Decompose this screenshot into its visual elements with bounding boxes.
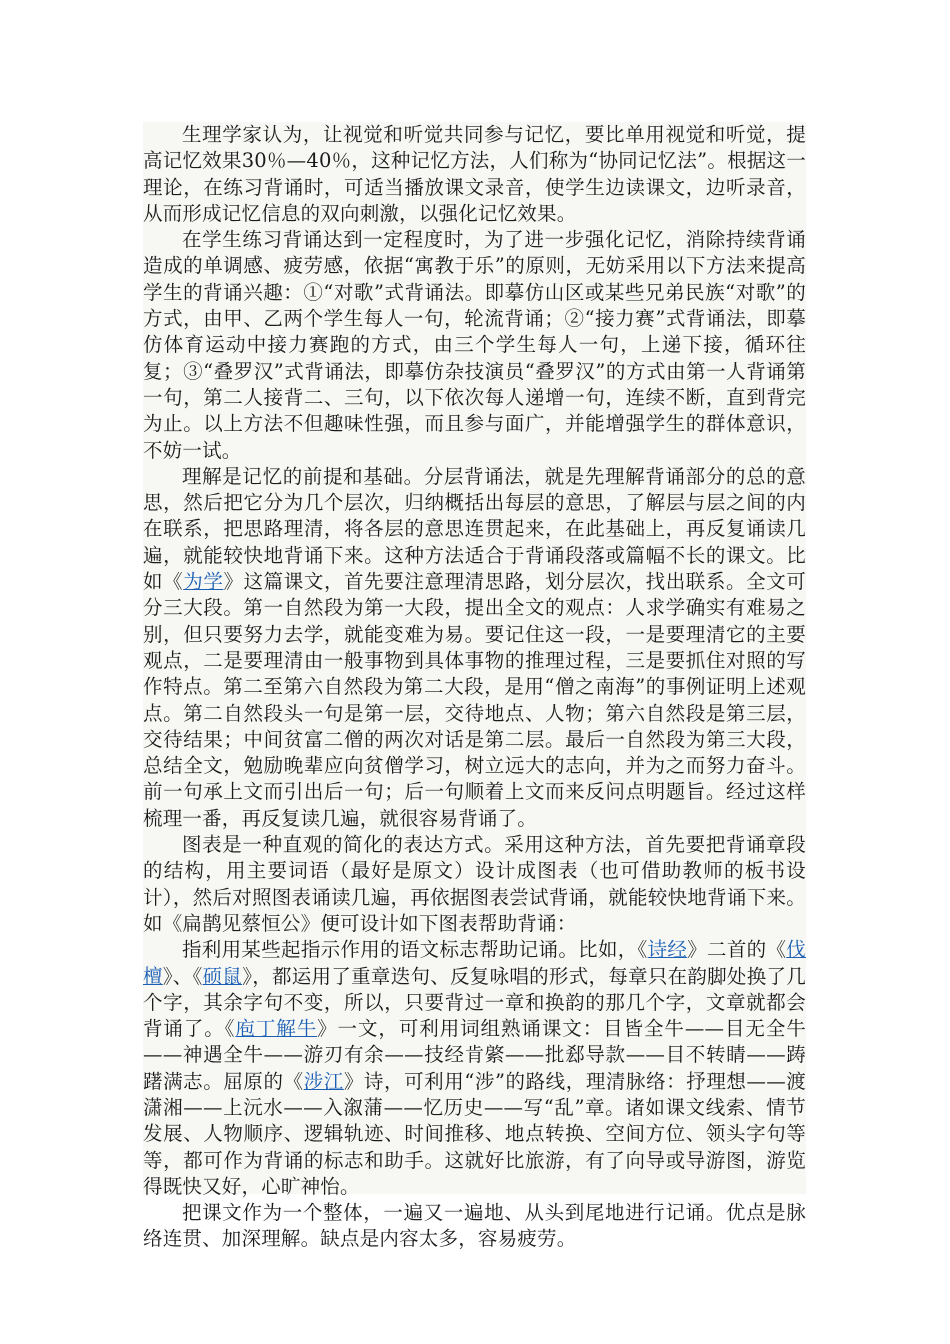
article-link[interactable]: 诗经 [647,938,688,962]
paragraph-text: 把课文作为一个整体，一遍又一遍地、从头到尾地进行记诵。优点是脉络连贯、加深理解。缺点是内容太多，容易疲劳。 [143,1201,806,1251]
paragraph-text: 》这篇课文，首先要注意理清思路，划分层次，找出联系。全文可分三大段。第一自然段为第一大段，提出全文的观点：人求学确实有难易之别，但只要努力去学，就能变难为易。要记住这一段，一是要理清它的主要观点，二是要理清由一般事物到具体事物的推理过程，三是要抓住对照的写作特点。第二至第六自然段为第二大段，是用“僧之南海”的事例证明上述观点。第二自然段头一句是第一层，交待地点、人物；第六自然段是第三层，交待结果；中间贫富二僧的两次对话是第二层。最后一自然段为第三大段，总结全文，勉励晚辈应向贫僧学习，树立远大的志向，并为之而努力奋斗。前一句承上文而引出后一句；后一句顺着上文而来反问点明题旨。经过这样梳理一番，再反复读几遍，就很容易背诵了。 [143,570,807,830]
document-body [143,122,807,1251]
paragraph-text: 》一文，可利用词组熟诵课文：目皆全牛——目无全牛——神遇全牛——游刃有余——技经肯綮——批郄导款——目不转睛——踌躇满志。屈原的《 [143,1017,806,1093]
paragraph-text: 》，都运用了重章迭句、反复咏唱的形式，每章只在韵脚处换了几个字，其余字句不变，所以，只要背过一章和换韵的那几个字，文章就都会背诵了。《 [143,964,806,1041]
article-link[interactable]: 硕鼠 [202,964,243,988]
paragraph-text: 生理学家认为，让视觉和听觉共同参与记忆，要比单用视觉和听觉，提高记忆效果30％—40％，这种记忆方法，人们称为“协同记忆法”。根据这一理论，在练习背诵时，可适当播放课文录音，使学生边读课文，边听录音，从而形成记忆信息的双向刺激，以强化记忆效果。 [143,123,806,225]
article-link[interactable]: 庖丁解牛 [235,1017,318,1041]
paragraph-text: 在学生练习背诵达到一定程度时，为了进一步强化记忆，消除持续背诵造成的单调感、疲劳感，依据“寓教于乐”的原则，无妨采用以下方法来提高学生的背诵兴趣：①“对歌”式背诵法。即摹仿山区或某些兄弟民族“对歌”的方式，由甲、乙两个学生每人一句，轮流背诵；②“接力赛”式背诵法，即摹仿体育运动中接力赛跑的方式，由三个学生每人一句，上递下接，循环往复；③“叠罗汉”式背诵法，即摹仿杂技演员“叠罗汉”的方式由第一人背诵第一句，第二人接背二、三句，以下依次每人递增一句，连续不断，直到背完为止。以上方法不但趣味性强，而且参与面广，并能增强学生的群体意识，不妨一试。 [143,228,806,462]
article-link[interactable]: 涉江 [303,1069,344,1093]
paragraph-3 [143,464,806,832]
paragraph-6 [143,1200,806,1253]
article-link[interactable]: 为学 [183,570,224,594]
paragraph-text: 》二首的《 [687,938,787,962]
paragraph-text: 图表是一种直观的简化的表达方式。采用这种方法，首先要把背诵章段的结构，用主要词语（最好是原文）设计成图表（也可借助教师的板书设计），然后对照图表诵读几遍，再依据图表尝试背诵，就能较快地背诵下来。如《扁鹊见蔡恒公》便可设计如下图表帮助背诵： [143,833,806,935]
paragraph-text: 指利用某些起指示作用的语文标志帮助记诵。比如，《 [182,938,648,962]
article-link[interactable]: 伐檀 [143,938,806,988]
paragraph-text: 》诗，可利用“涉”的路线，理清脉络：抒理想——渡潇湘——上沅水——入溆蒲——忆历史——写“乱”章。诸如课文线索、情节发展、人物顺序、逻辑轨迹、时间推移、地点转换、空间方位、领头字句等等，都可作为背诵的标志和助手。这就好比旅游，有了向导或导游图，游览得既快又好，心旷神怡。 [143,1069,806,1198]
paragraph-4 [143,832,806,937]
paragraph-5 [143,937,806,1200]
paragraph-text: 理解是记忆的前提和基础。分层背诵法，就是先理解背诵部分的总的意思，然后把它分为几个层次，归纳概括出每层的意思，了解层与层之间的内在联系，把思路理清，将各层的意思连贯起来，在此基础上，再反复诵读几遍，就能较快地背诵下来。这种方法适合于背诵段落或篇幅不长的课文。比如《 [143,464,806,594]
paragraph-text: 》、《 [162,964,203,988]
paragraph-1 [143,122,806,227]
paragraph-2 [143,227,806,464]
